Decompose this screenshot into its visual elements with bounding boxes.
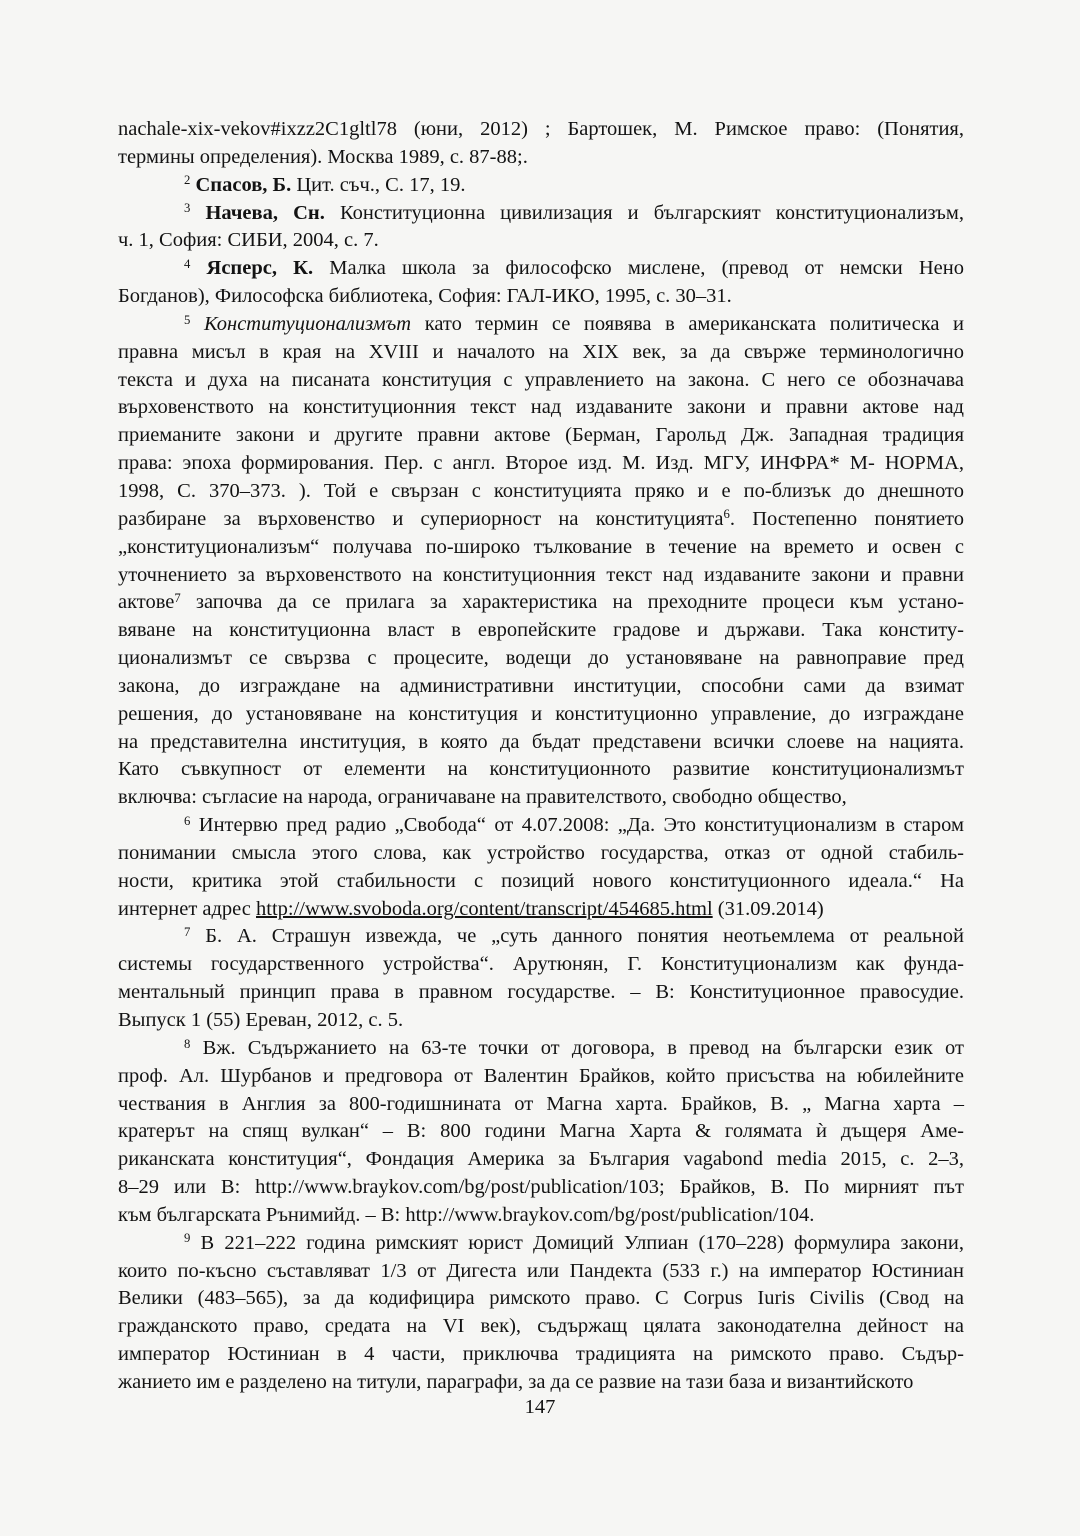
text-run: риканската конституция“, Фондация Америка за България vagabond media 2015, с. 2–3, [118, 1148, 964, 1171]
text-run: Богданов), Философска библиотека, София: ГАЛ-ИКО, 1995, с. 30–31. [118, 285, 732, 308]
text-line [118, 729, 964, 757]
page-number: 147 [524, 1396, 556, 1418]
text-line [118, 1063, 964, 1091]
text-line [118, 200, 964, 228]
text-line [118, 1341, 964, 1369]
text-line [118, 227, 964, 255]
text-line [118, 1091, 964, 1119]
text-line [118, 896, 964, 924]
text-run: приеманите закони и другите правни актове (Берман, Гарольд Дж. Западная традиция [118, 424, 964, 447]
text-line [118, 645, 964, 673]
text-run: върховенството на конституционния текст над издаваните закони и правни актове над [118, 396, 964, 419]
text-run [190, 257, 206, 279]
text-run: термины определения). Москва 1989, с. 87-88;. [118, 145, 528, 168]
text-run: 8–29 или В: http://www.braykov.com/bg/post/publication/103; Брайков, В. По мирният път [118, 1176, 964, 1199]
text-line [118, 1035, 964, 1063]
text-run: проф. Ал. Шурбанов и предговора от Валентин Брайков, който присъства на юбилейните [118, 1064, 964, 1087]
text-run: 1998, С. 370–373. ). Той е свързан с конституцията пряко и е по-близък до днешното [118, 479, 964, 502]
text-run: вяване на конституционна власт в европейските градове и държави. Така конститу- [118, 619, 964, 642]
author-name: Начева, Сн. [205, 201, 325, 224]
text-line [118, 422, 964, 450]
text-run: Цит. съч., С. 17, 19. [291, 173, 466, 196]
text-line [118, 339, 964, 367]
text-run: Интервю пред радио „Свобода“ от 4.07.2008: „Да. Это конституционализм в старом [190, 814, 964, 837]
text-run: „конституционализъм“ получава по-широко тълкование в течение на времето и освен с [118, 535, 964, 558]
text-run: започва да се прилага за характеристика на преходните процеси към устано- [180, 591, 964, 614]
text-run: ности, критика этой стабильности с позиций нового конституционного идеала.“ На [118, 869, 964, 892]
text-run: жанието им е разделено на титули, параграфи, за да се развие на тази база и византийското [118, 1370, 914, 1393]
text-run: ментальный принцип права в правном государстве. – В: Конституционное правосудие. [118, 981, 964, 1004]
text-run [190, 313, 204, 335]
text-line [118, 116, 964, 144]
text-run: решения, до установяване на конституция и конституционно управление, до изграждане [118, 702, 964, 725]
text-line [118, 673, 964, 701]
footnote-marker: 4 [184, 256, 191, 271]
text-run: nachale-xix-vekov#ixzz2C1gltl78 (юни, 2012) ; Бартошек, М. Римское право: (Понятия, [118, 118, 964, 140]
text-line [118, 367, 964, 395]
text-line [118, 1258, 964, 1286]
footnote-paragraph [118, 812, 964, 923]
footnote-marker: 2 [184, 173, 191, 188]
text-run: Конституционна цивилизация и българският конституционализъм, [324, 201, 964, 224]
text-run: понимании смысла этого слова, как устройство государства, отказ от одной стабиль- [118, 841, 964, 864]
footnote-paragraph [118, 1230, 964, 1397]
text-line [118, 1118, 964, 1146]
text-run: интернет адрес [118, 897, 257, 920]
text-line [118, 812, 964, 840]
text-line [118, 589, 964, 617]
text-run: уточнението за върховенството на конституционния текст над издаваните закони и правни [118, 563, 964, 586]
text-line [118, 311, 964, 339]
text-run: Б. А. Страшун извежда, че „суть данного понятия неотьемлема от реальной [190, 925, 964, 948]
text-run: ч. 1, София: СИБИ, 2004, с. 7. [118, 229, 379, 252]
text-run: на представителна институция, в която да бъдат представени всички слоеве на нацията. [118, 730, 964, 753]
text-line [118, 1007, 964, 1035]
text-line [118, 1230, 964, 1258]
text-line [118, 1313, 964, 1341]
text-run: Вж. Съдържанието на 63-те точки от договора, в превод на български език от [190, 1036, 964, 1059]
text-run: текста и духа на писаната конституция с управлението на закона. С него се обозначава [118, 368, 964, 391]
text-run: системы государственного устройства“. Арутюнян, Г. Конституционализм как фунда- [118, 953, 964, 976]
text-line [118, 979, 964, 1007]
footnote-paragraph [118, 200, 964, 256]
footnote-paragraph [118, 311, 964, 812]
text-run: към българската Рънимийд. – В: http://www.braykov.com/bg/post/publication/104. [118, 1203, 815, 1226]
text-line [118, 784, 964, 812]
text-line [118, 394, 964, 422]
text-run: които по-късно съставляват 1/3 от Дигеста или Пандекта (533 г.) на император Юстиниан [118, 1259, 964, 1282]
text-line [118, 534, 964, 562]
footnote-paragraph [118, 923, 964, 1034]
text-run: кратерът на спящ вулкан“ – В: 800 години Магна Харта & голямата ѝ дъщеря Аме- [118, 1120, 964, 1143]
text-run: Конституционализмът [203, 312, 412, 335]
text-line [118, 617, 964, 645]
text-run: закона, до изграждане на административни институции, способни сами да взимат [118, 674, 964, 697]
text-run: Като съвкупност от елементи на конституционното развитие конституционализмът [118, 758, 964, 781]
text-run: правна мисъл в края на XVIII и началото на XIX век, за да свърже терминологично [118, 340, 964, 363]
text-line [118, 1202, 964, 1230]
text-line [118, 701, 964, 729]
footnote-marker: 6 [184, 813, 191, 828]
footnote-marker: 7 [174, 591, 181, 605]
footnote-marker: 5 [184, 312, 191, 327]
text-line [118, 1174, 964, 1202]
text-run: права: эпоха формирования. Пер. с англ. Второе изд. М. Изд. МГУ, ИНФРА* М- НОРМА, [118, 452, 964, 475]
text-line [118, 1146, 964, 1174]
text-line [118, 506, 964, 534]
author-name: Спасов, Б. [195, 173, 292, 196]
text-line [118, 562, 964, 590]
text-line [118, 951, 964, 979]
text-line [118, 172, 964, 200]
text-run [190, 202, 205, 224]
paragraph [118, 116, 964, 172]
text-line [118, 1369, 964, 1397]
text-line [118, 923, 964, 951]
text-run: (31.09.2014) [712, 897, 824, 920]
text-line [118, 756, 964, 784]
text-run: включва: съгласие на народа, ограничаване на правителството, свободно общество, [118, 786, 847, 809]
text-run: разбиране за върховенство и супериорност на конституцията [118, 507, 724, 530]
footnote-marker: 8 [184, 1036, 191, 1051]
text-run: император Юстиниан в 4 части, приключва традицията на римското право. Съдър- [118, 1343, 964, 1366]
text-line [118, 255, 964, 283]
text-line [118, 1285, 964, 1313]
footnote-marker: 6 [723, 507, 730, 522]
text-line [118, 840, 964, 868]
footnote-marker: 3 [184, 201, 191, 216]
footnote-paragraph [118, 255, 964, 311]
text-run: . Постепенно понятието [729, 507, 964, 530]
text-block [118, 116, 964, 1397]
text-run: Выпуск 1 (55) Ереван, 2012, с. 5. [118, 1009, 404, 1031]
text-line [118, 478, 964, 506]
text-run: В 221–222 година римският юрист Домиций Улпиан (170–228) формулира закони, [190, 1231, 964, 1254]
url-text: http://www.svoboda.org/content/transcript/454685.html [256, 897, 713, 920]
text-line [118, 144, 964, 172]
text-line [118, 283, 964, 311]
text-run: чествания в Англия за 800-годишнината от Магна харта. Брайков, В. „ Магна харта – [118, 1092, 964, 1115]
footnote-paragraph [118, 172, 964, 200]
text-run: Велики (483–565), за да кодифицира римското право. С Corpus Iuris Civilis (Свод на [118, 1287, 964, 1310]
text-run: като термин се появява в американската политическа и [411, 312, 965, 335]
text-run: ционализмът се свързва с процесите, водещи до установяване на равноправие пред [118, 647, 964, 670]
text-run: Малка школа за философско мислене, (превод от немски Нено [313, 257, 964, 280]
footnote-marker: 7 [184, 925, 191, 940]
footnote-paragraph [118, 1035, 964, 1230]
footnote-marker: 9 [184, 1231, 191, 1246]
text-line [118, 868, 964, 896]
text-run: актове [118, 591, 175, 614]
text-run: гражданското право, средата на VI век), съдържащ цялата законодателна дейност на [118, 1315, 964, 1338]
author-name: Ясперс, К. [206, 257, 314, 280]
text-line [118, 450, 964, 478]
